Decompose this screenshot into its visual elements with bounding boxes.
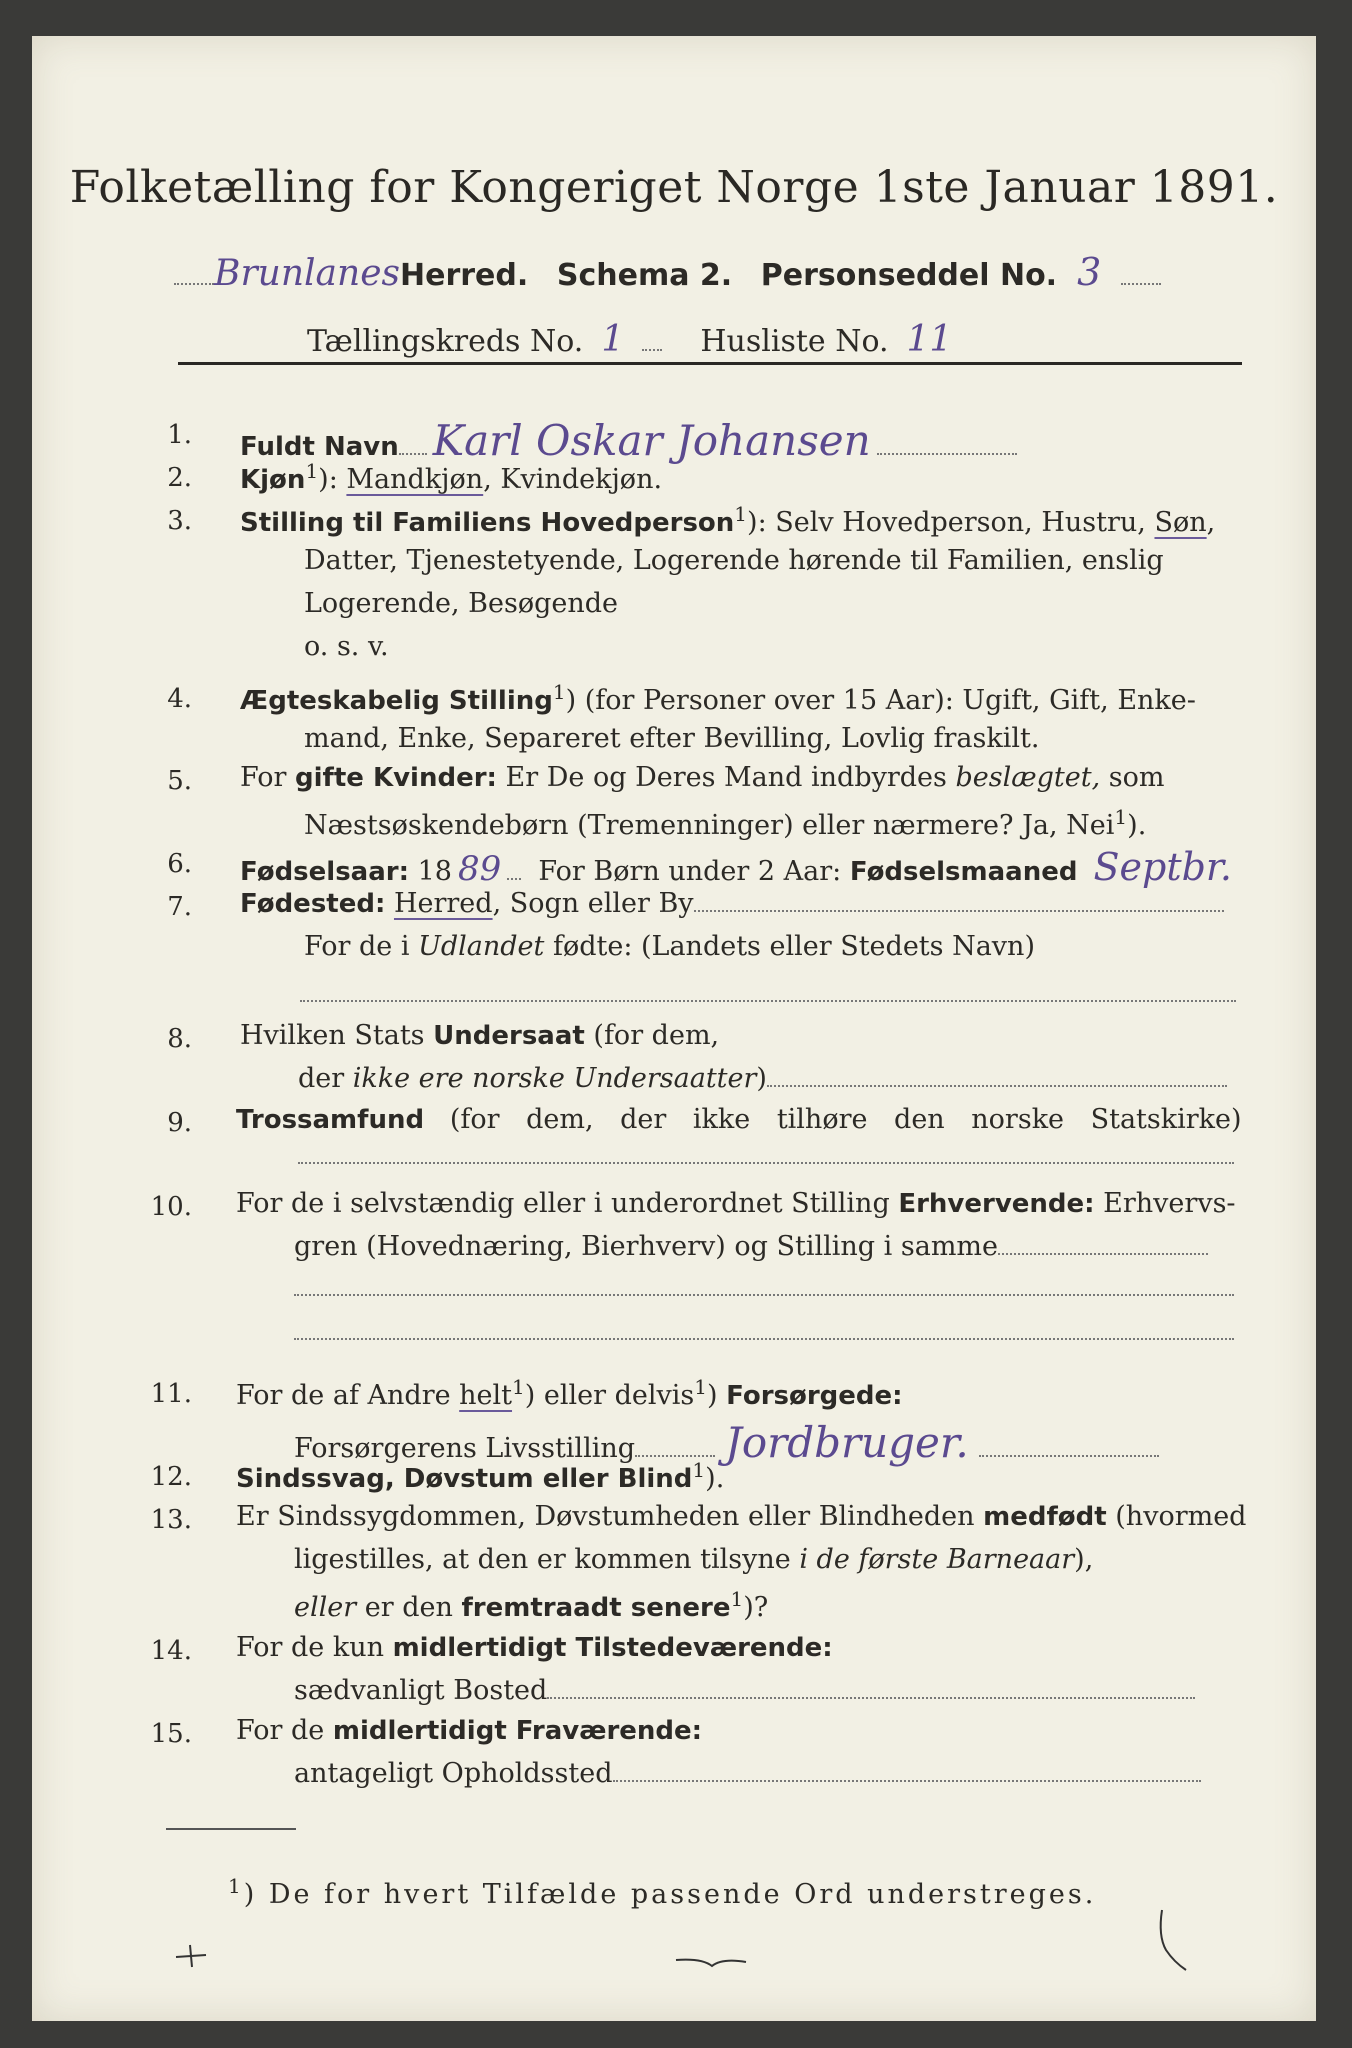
q7-label: Fødested: xyxy=(240,889,386,919)
schema-label: Schema 2. xyxy=(556,258,733,293)
q5-line1b: som xyxy=(1108,762,1165,793)
item-15-line1 xyxy=(236,1715,702,1746)
q5-sup: 1 xyxy=(1114,805,1128,829)
herred-value: Brunlanes xyxy=(214,253,400,294)
q5-end: ). xyxy=(1127,810,1147,841)
q12-end: ). xyxy=(705,1463,725,1494)
item-7-line2 xyxy=(304,931,1035,962)
item-number-8: 8. xyxy=(167,1024,192,1054)
kreds-value: 1 xyxy=(601,319,625,360)
item-number-14: 14. xyxy=(150,1636,192,1666)
q11-line2: Forsørgerens Livsstilling xyxy=(294,1433,636,1464)
q11-line1b: ) eller delvis xyxy=(524,1380,695,1411)
q5-line2: Næstsøskendebørn (Tremenninger) eller nærmere? Ja, Nei xyxy=(304,810,1115,841)
q11-line1c: ) xyxy=(706,1380,718,1411)
q2-sup: 1 xyxy=(305,459,319,483)
q10-line1a: For de i selvstændig eller i underordnet Stilling xyxy=(236,1188,890,1219)
q11-line1a: For de af Andre xyxy=(236,1380,451,1411)
personseddel-value: 3 xyxy=(1077,250,1102,294)
husliste-value: 11 xyxy=(906,319,953,360)
q6-label: Fødselsaar: xyxy=(240,857,409,887)
q4-label: Ægteskabelig Stilling xyxy=(240,686,553,716)
q11-label: Forsørgede: xyxy=(726,1381,903,1411)
q12-sup: 1 xyxy=(692,1458,706,1482)
q3-line3: Logerende, Besøgende xyxy=(304,588,618,619)
item-number-5: 5. xyxy=(167,766,192,796)
q2-option-mandkjon: Mandkjøn xyxy=(346,464,484,495)
item-number-2: 2. xyxy=(167,463,192,493)
item-8-line2 xyxy=(298,1063,1227,1094)
item-number-4: 4. xyxy=(167,684,192,714)
header-kreds-row xyxy=(307,319,970,360)
q11-sup: 1 xyxy=(512,1375,525,1399)
q10-line2: gren (Hovednæring, Bierhverv) og Stilling i samme xyxy=(294,1231,999,1262)
q11-helt: helt xyxy=(459,1380,513,1411)
herred-label: Herred. xyxy=(399,258,529,293)
kreds-label: Tællingskreds No. xyxy=(307,324,584,359)
footnote-text: ) De for hvert Tilfælde passende Ord understreges. xyxy=(243,1879,1097,1910)
footnote-divider xyxy=(166,1828,296,1830)
q10-answer-line-2 xyxy=(294,1338,1234,1340)
pencil-mark-center xyxy=(672,1952,752,1972)
q13-line1b: (hvormed xyxy=(1115,1501,1247,1532)
husliste-label: Husliste No. xyxy=(700,324,889,359)
item-5-line2 xyxy=(304,805,1146,841)
q5-line1a: Er De og Deres Mand indbyrdes xyxy=(505,762,947,793)
q13-line2a: ligestilles, at den er kommen tilsyne xyxy=(294,1544,791,1575)
item-number-7: 7. xyxy=(167,892,192,922)
pencil-mark-right xyxy=(1152,1906,1192,1976)
q9-rest: (for dem, der ikke tilhøre den norske Statskirke) xyxy=(449,1104,1242,1135)
item-14-line1 xyxy=(236,1632,833,1663)
q1-value: Karl Oskar Johansen xyxy=(432,416,871,465)
pencil-mark-left xyxy=(172,1941,212,1971)
item-13-line2 xyxy=(294,1544,1093,1575)
q15-line1a: For de xyxy=(236,1715,325,1746)
item-4-line1 xyxy=(240,680,1196,716)
item-8-line1 xyxy=(240,1020,719,1051)
item-10-line1 xyxy=(236,1188,1236,1219)
q14-line1a: For de kun xyxy=(236,1632,384,1663)
item-12 xyxy=(236,1458,724,1494)
header-rule xyxy=(178,362,1242,365)
header-herred-row xyxy=(174,250,1161,294)
item-number-1: 1. xyxy=(167,420,192,450)
q6-mid: For Børn under 2 Aar: xyxy=(538,856,842,887)
item-11-line1 xyxy=(236,1375,903,1411)
q5-label: gifte Kvinder: xyxy=(295,763,497,793)
q13-end: )? xyxy=(743,1592,769,1623)
item-number-13: 13. xyxy=(150,1505,192,1535)
q10-label: Erhvervende: xyxy=(898,1189,1095,1219)
q5-pre: For xyxy=(240,762,287,793)
q6-prefix: 18 xyxy=(417,856,452,887)
q4-line2: mand, Enke, Separeret efter Bevilling, Lovlig fraskilt. xyxy=(304,723,1040,754)
q13-line3b: er den xyxy=(364,1592,453,1623)
q2-close: ): xyxy=(318,464,338,495)
item-1 xyxy=(240,416,1017,465)
item-number-6: 6. xyxy=(167,849,192,879)
q8-line2a: der xyxy=(298,1063,345,1094)
footnote-sup: 1 xyxy=(228,1874,244,1898)
item-number-10: 10. xyxy=(150,1192,192,1222)
q3-line2: Datter, Tjenestetyende, Logerende hørende til Familien, enslig xyxy=(304,545,1164,576)
item-14-line2 xyxy=(294,1675,1195,1706)
item-6 xyxy=(240,845,1232,889)
q8-line1b: (for dem, xyxy=(593,1020,720,1051)
item-number-3: 3. xyxy=(167,506,192,536)
q7-answer-line xyxy=(300,1000,1236,1002)
q7-rest: , Sogn eller By xyxy=(492,888,694,919)
q14-label: midlertidigt Tilstedeværende: xyxy=(392,1633,833,1663)
q13-label: medfødt xyxy=(983,1502,1107,1532)
q2-option-kvindekjon: , Kvindekjøn. xyxy=(483,464,663,495)
footnote xyxy=(228,1874,1096,1910)
item-2 xyxy=(240,459,662,495)
q12-label: Sindssvag, Døvstum eller Blind xyxy=(236,1464,693,1494)
q13-line2b: i de første Barneaar xyxy=(799,1544,1075,1575)
item-15-line2 xyxy=(294,1758,1201,1789)
q11-sup2: 1 xyxy=(694,1375,707,1399)
q15-label: midlertidigt Fraværende: xyxy=(332,1716,703,1746)
q8-line2b: ikke ere norske Undersaatter xyxy=(352,1063,757,1094)
q10-line1b: Erhvervs- xyxy=(1103,1188,1236,1219)
q9-label: Trossamfund xyxy=(236,1105,425,1135)
item-5-line1 xyxy=(240,762,1165,793)
q13-label2: fremtraadt senere xyxy=(461,1593,731,1623)
q3-line1: ): Selv Hovedperson, Hustru, xyxy=(747,507,1146,538)
q4-sup: 1 xyxy=(552,680,566,704)
q13-line3a: eller xyxy=(294,1592,357,1623)
census-form xyxy=(32,36,1316,2021)
q2-label: Kjøn xyxy=(240,465,306,495)
q8-label: Undersaat xyxy=(433,1021,585,1051)
q3-line4: o. s. v. xyxy=(304,631,389,662)
item-number-11: 11. xyxy=(150,1379,192,1409)
form-title: Folketælling for Kongeriget Norge 1ste Januar 1891. xyxy=(69,162,1279,213)
q3-option-son: Søn xyxy=(1154,507,1207,538)
q13-line2c: ), xyxy=(1074,1544,1094,1575)
q3-sup: 1 xyxy=(734,502,748,526)
q6-label2: Fødselsmaaned xyxy=(849,857,1078,887)
q6-value: 89 xyxy=(457,849,502,889)
q8-line2c: ) xyxy=(756,1063,767,1094)
q3-label: Stilling til Familiens Hovedperson xyxy=(240,508,735,538)
item-10-line2 xyxy=(294,1231,1208,1262)
q6-value2: Septbr. xyxy=(1093,845,1232,889)
q10-answer-line-1 xyxy=(294,1294,1234,1296)
q7-option-herred: Herred xyxy=(393,888,493,919)
item-13-line1 xyxy=(236,1501,1246,1532)
q11-value: Jordbruger. xyxy=(725,1418,969,1467)
item-7-line1 xyxy=(240,888,1224,919)
q13-line1a: Er Sindssygdommen, Døvstumheden eller Blindheden xyxy=(236,1501,975,1532)
q4-line1: ) (for Personer over 15 Aar): Ugift, Gift, Enke- xyxy=(565,685,1196,716)
item-3-line1: Stilling til Familiens Hovedperson$^1$): Selv Hovedperson, Hustru, Søn, xyxy=(240,502,1216,538)
item-number-12: 12. xyxy=(150,1462,192,1492)
q13-sup: 1 xyxy=(730,1587,744,1611)
q5-beslaegtet: beslægtet, xyxy=(955,762,1101,793)
item-9 xyxy=(236,1104,1242,1135)
personseddel-label: Personseddel No. xyxy=(760,258,1058,293)
q15-line2: antageligt Opholdssted xyxy=(294,1758,613,1789)
item-13-line3 xyxy=(294,1587,768,1623)
q9-answer-line xyxy=(298,1162,1234,1164)
q8-line1a: Hvilken Stats xyxy=(240,1020,425,1051)
item-number-9: 9. xyxy=(167,1108,192,1138)
q1-label: Fuldt Navn xyxy=(240,432,399,462)
q7-line2a: For de i xyxy=(304,931,410,962)
q14-line2: sædvanligt Bosted xyxy=(294,1675,548,1706)
q7-line2b: fødte: (Landets eller Stedets Navn) xyxy=(552,931,1035,962)
q7-udlandet: Udlandet xyxy=(418,931,545,962)
item-number-15: 15. xyxy=(150,1719,192,1749)
